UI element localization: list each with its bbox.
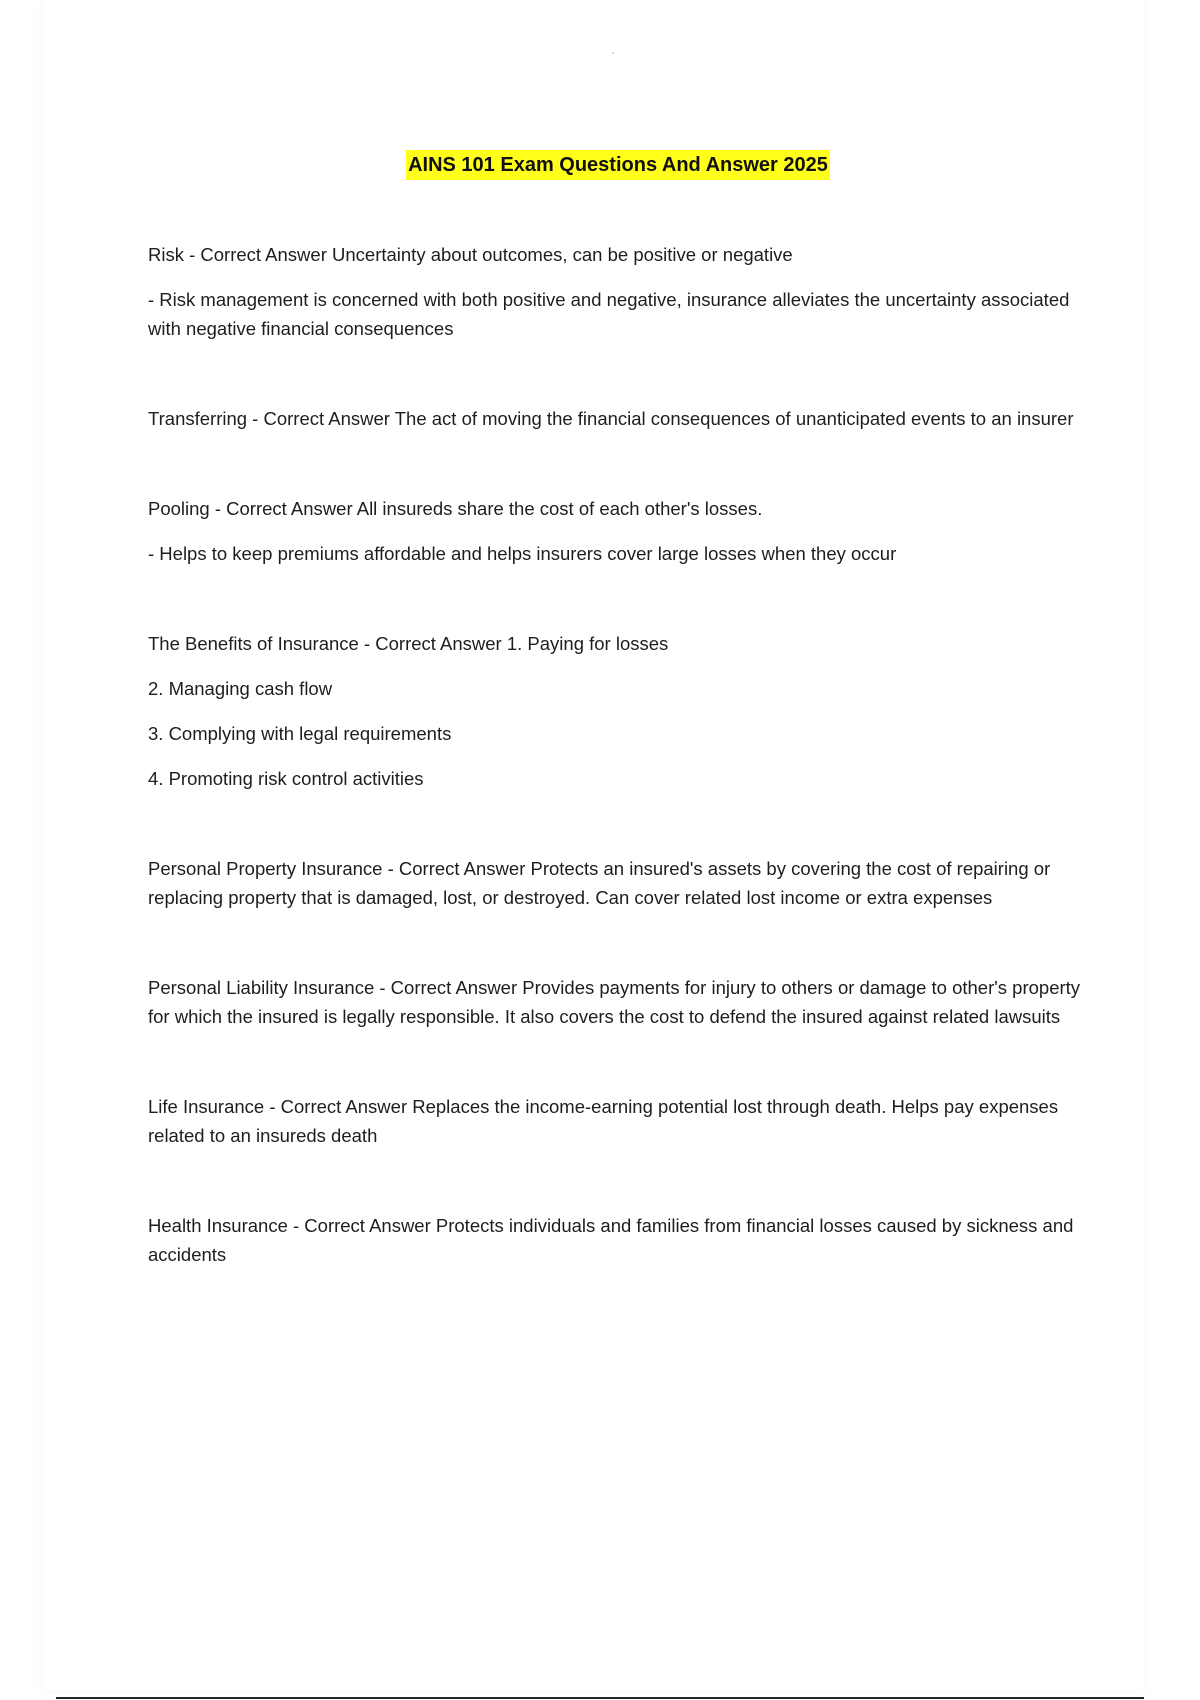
entry-line: 3. Complying with legal requirements [148, 723, 452, 744]
qa-content [148, 240, 1098, 1285]
qa-entry-life [148, 1092, 1098, 1150]
entry-spacer [148, 584, 1098, 629]
entry-line: Personal Liability Insurance - Correct Answer Provides payments for injury to others or damage to other's property for which the insured is legally responsible. It also covers the cost to defend the insured against related lawsuits [148, 977, 1081, 1027]
entry-spacer [148, 1047, 1098, 1092]
page-bottom-rule [56, 1697, 1144, 1699]
document-title: AINS 101 Exam Questions And Answer 2025 [406, 150, 830, 180]
entry-spacer [148, 449, 1098, 494]
entry-line: Personal Property Insurance - Correct Answer Protects an insured's assets by covering the cost of repairing or replacing property that is damaged, lost, or destroyed. Can cover related lost income or extra expenses [148, 858, 1051, 908]
entry-line: Life Insurance - Correct Answer Replaces the income-earning potential lost through death. Helps pay expenses related to an insureds death [148, 1096, 1059, 1146]
qa-entry-benefits [148, 629, 1098, 793]
title-container [0, 150, 1200, 180]
entry-line: Health Insurance - Correct Answer Protects individuals and families from financial losses caused by sickness and accidents [148, 1215, 1074, 1265]
entry-line: - Helps to keep premiums affordable and helps insurers cover large losses when they occur [148, 543, 897, 564]
entry-spacer [148, 359, 1098, 404]
qa-entry-pooling [148, 494, 1098, 568]
entry-line: Transferring - Correct Answer The act of moving the financial consequences of unanticipated events to an insurer [148, 408, 1074, 429]
qa-entry-health [148, 1211, 1098, 1269]
qa-entry-transferring [148, 404, 1098, 433]
entry-line: Risk - Correct Answer Uncertainty about outcomes, can be positive or negative [148, 244, 793, 265]
entry-spacer [148, 809, 1098, 854]
entry-line: 4. Promoting risk control activities [148, 768, 424, 789]
scan-speck [612, 52, 614, 54]
entry-line: - Risk management is concerned with both positive and negative, insurance alleviates the uncertainty associated with negative financial consequences [148, 289, 1070, 339]
qa-entry-personal-liability [148, 973, 1098, 1031]
entry-line: The Benefits of Insurance - Correct Answer 1. Paying for losses [148, 633, 669, 654]
entry-line: Pooling - Correct Answer All insureds share the cost of each other's losses. [148, 498, 763, 519]
qa-entry-risk [148, 240, 1098, 343]
qa-entry-personal-property [148, 854, 1098, 912]
entry-spacer [148, 928, 1098, 973]
entry-line: 2. Managing cash flow [148, 678, 333, 699]
entry-spacer [148, 1166, 1098, 1211]
